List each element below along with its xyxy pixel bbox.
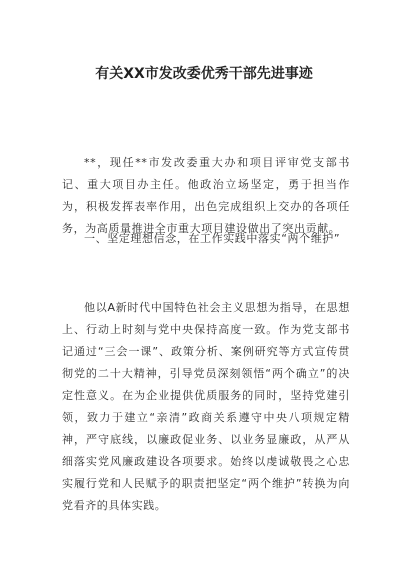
body-paragraph: 他以A新时代中国特色社会主义思想为指导，在思想上、行动上时刻与党中央保持高度一致。作为党支部书记通过“三会一课”、政策分析、案例研究等方式宣传贯彻党的二十大精神，引导党员深刻领悟“两个确立”的决定性意义。在为企业提供优质服务的同时，坚持党建引领，致力于建立“亲清”政商关系遵守中央八项规定精神，严守底线，以廉政促业务、以业务显廉政，从严从细落实党风廉政建设各项要求。始终以虔诚敬畏之心忠实履行党和人民赋予的职责把坚定“两个维护”转换为向党看齐的具体实践。 [62,301,350,512]
document-title: 有关XX市发改委优秀干部先进事迹 [95,66,313,82]
section-heading: 一、坚定理想信念，在工作实践中落实“两个维护” [84,232,341,245]
intro-paragraph: **，现任**市发改委重大办和项目评审党支部书记、重大项目办主任。他政治立场坚定，勇于担当作为，积极发挥表率作用，出色完成组织上交办的各项任务，为高质量推进全市重大项目建设做出了突出贡献。 [62,156,350,235]
